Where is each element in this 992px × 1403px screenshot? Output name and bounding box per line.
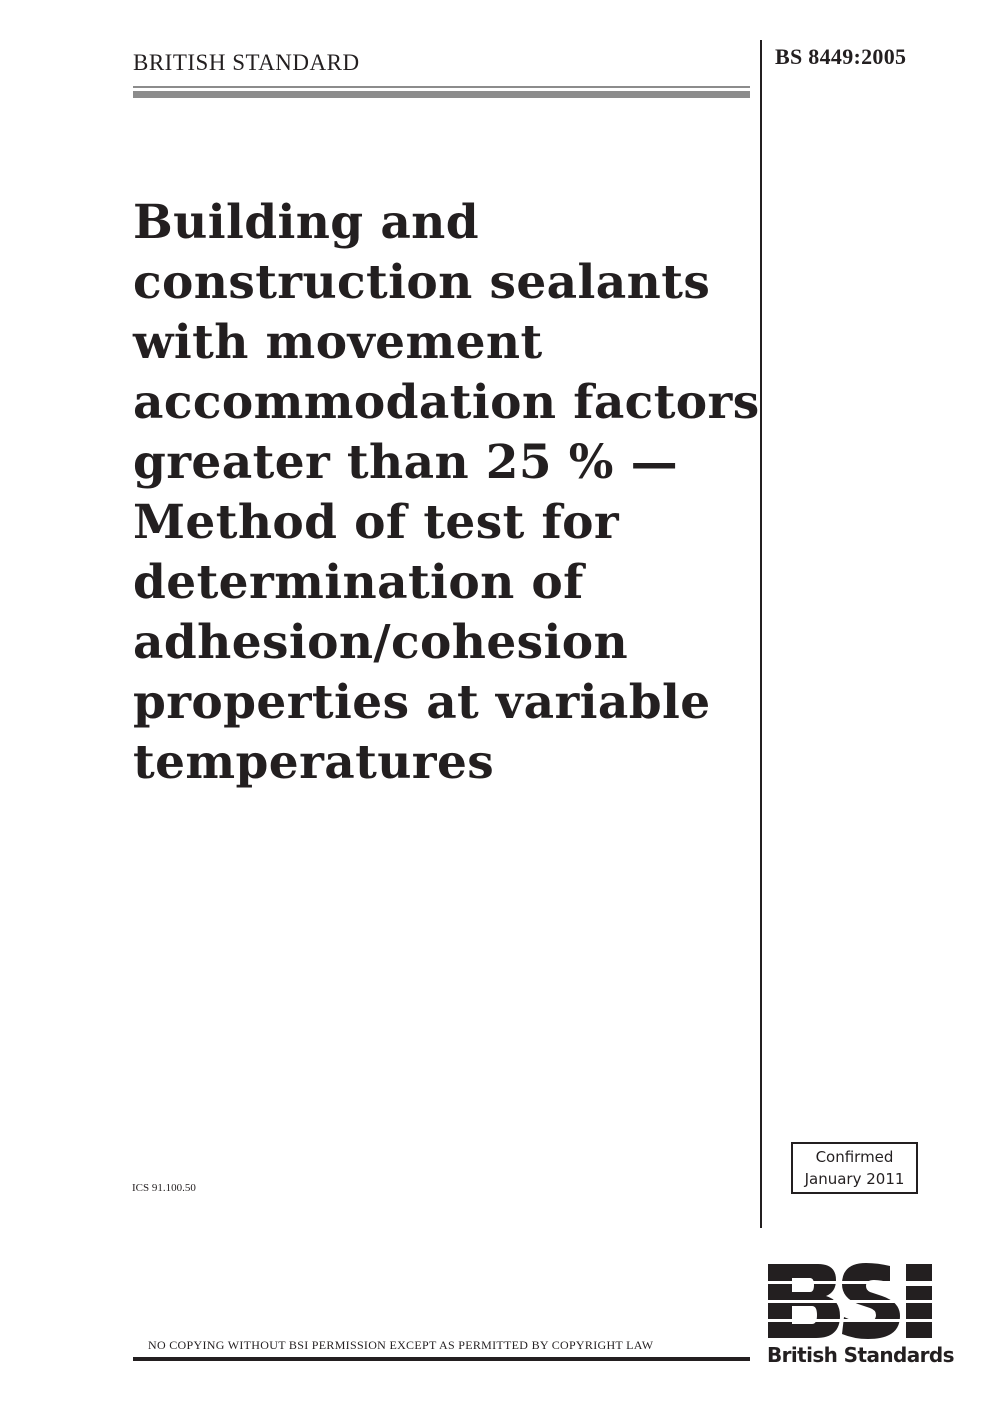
bsi-caption: British Standards xyxy=(767,1343,954,1367)
title-line: construction sealants xyxy=(133,255,711,310)
title-line: adhesion/cohesion xyxy=(133,615,629,670)
title-line: greater than 25 % — xyxy=(133,435,678,490)
title-line: properties at variable xyxy=(133,675,711,730)
copyright-notice: NO COPYING WITHOUT BSI PERMISSION EXCEPT AS PERMITTED BY COPYRIGHT LAW xyxy=(148,1338,654,1352)
vertical-divider xyxy=(760,40,762,1228)
title-line: Method of test for xyxy=(133,495,619,550)
title-line: accommodation factors xyxy=(133,375,760,430)
confirmed-date: January 2011 xyxy=(804,1170,905,1188)
ics-code: ICS 91.100.50 xyxy=(132,1182,196,1194)
title-line: determination of xyxy=(133,555,584,610)
standard-number: BS 8449:2005 xyxy=(775,44,907,69)
confirmed-label: Confirmed xyxy=(815,1148,894,1166)
header-label: BRITISH STANDARD xyxy=(133,50,360,75)
footer-rule xyxy=(133,1357,750,1361)
title-line: Building and xyxy=(133,195,480,250)
confirmed-stamp xyxy=(791,1142,918,1194)
title-line: with movement xyxy=(133,315,543,370)
bsi-logo-mark xyxy=(766,1262,946,1340)
header-rule-thin xyxy=(133,86,750,88)
title-line: temperatures xyxy=(133,735,495,790)
header-rule xyxy=(133,91,750,98)
document-title xyxy=(133,193,760,793)
